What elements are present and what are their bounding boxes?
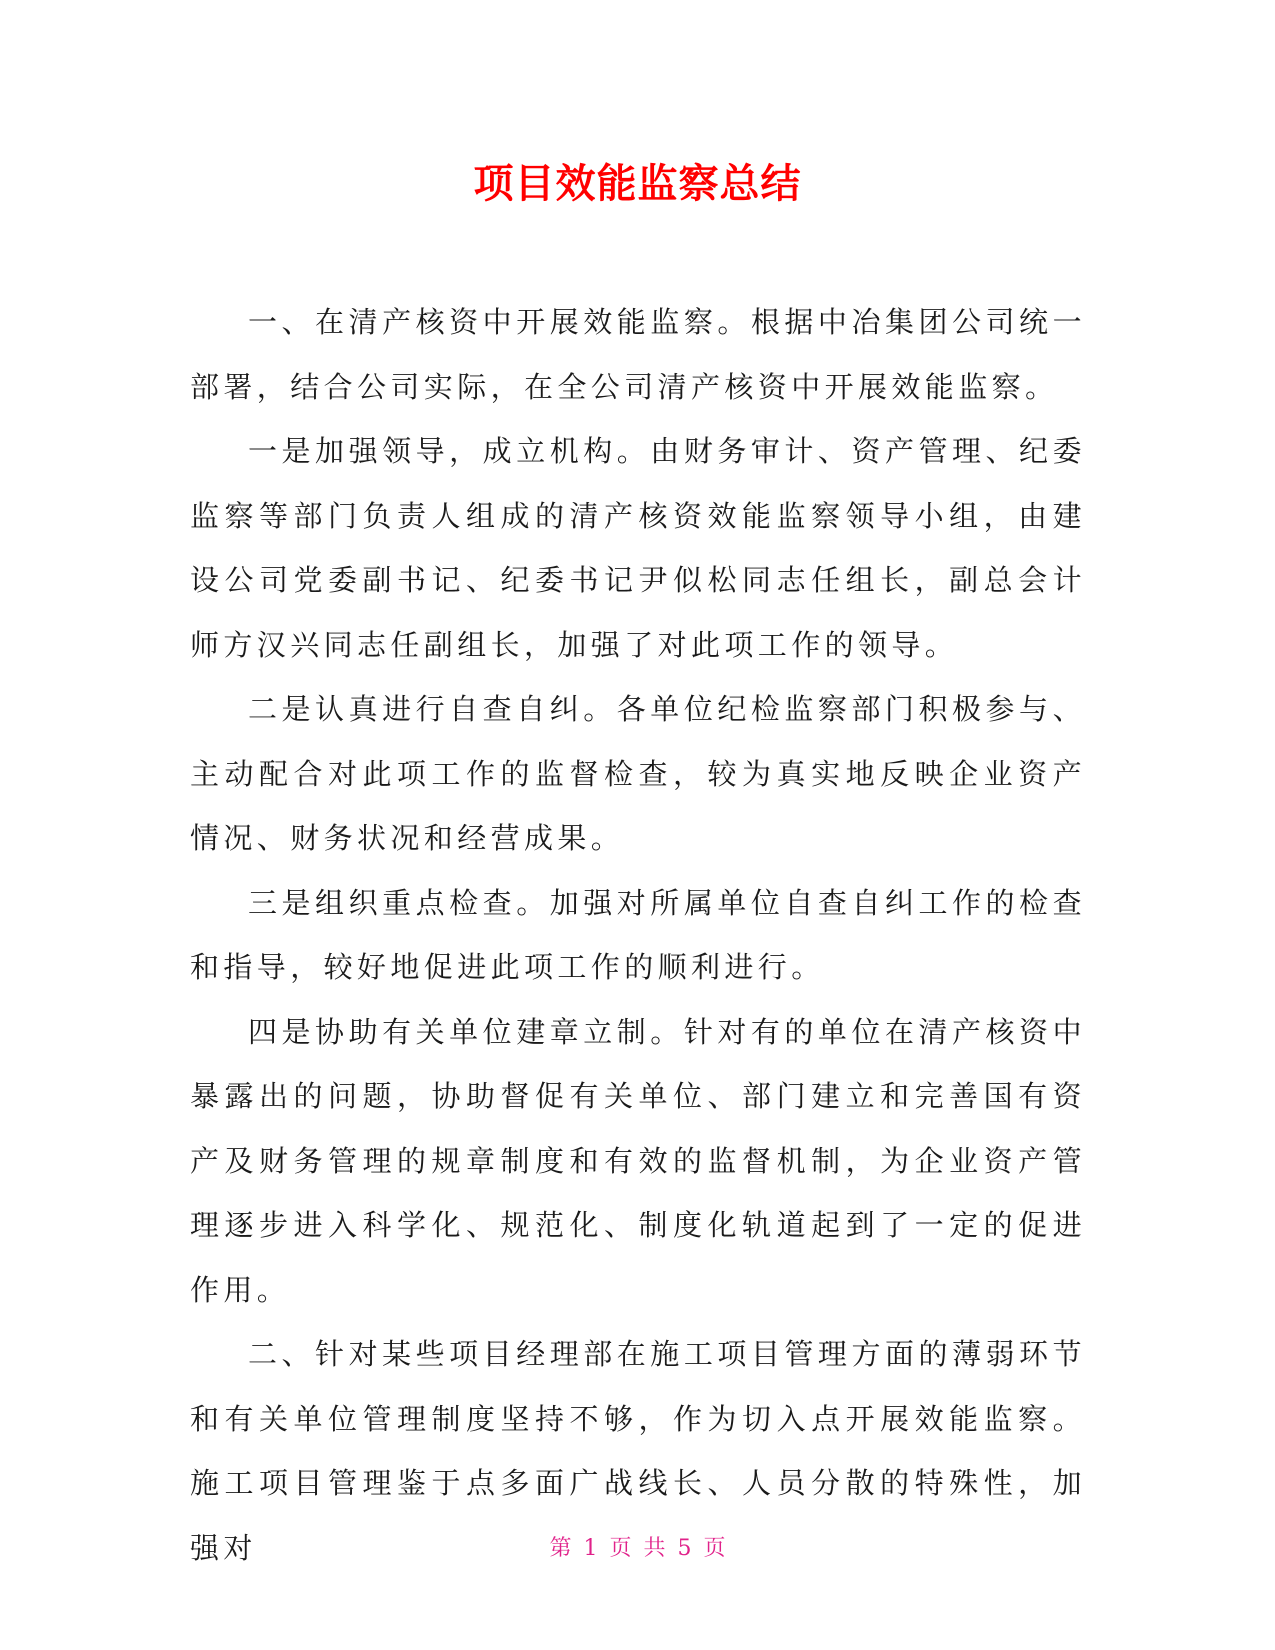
document-body [190, 290, 1086, 1580]
document-title: 项目效能监察总结 [473, 161, 802, 207]
paragraph: 二、针对某些项目经理部在施工项目管理方面的薄弱环节和有关单位管理制度坚持不够，作为切入点开展效能监察。施工项目管理鉴于点多面广战线长、人员分散的特殊性，加强对 [190, 1337, 1086, 1565]
paragraph: 二是认真进行自查自纠。各单位纪检监察部门积极参与、主动配合对此项工作的监督检查，较为真实地反映企业资产情况、财务状况和经营成果。 [190, 692, 1086, 855]
paragraph: 一是加强领导，成立机构。由财务审计、资产管理、纪委监察等部门负责人组成的清产核资效能监察领导小组，由建设公司党委副书记、纪委书记尹似松同志任组长，副总会计师方汉兴同志任副组长，加强了对此项工作的领导。 [190, 434, 1086, 662]
paragraph: 四是协助有关单位建章立制。针对有的单位在清产核资中暴露出的问题，协助督促有关单位、部门建立和完善国有资产及财务管理的规章制度和有效的监督机制，为企业资产管理逐步进入科学化、规范化、制度化轨道起到了一定的促进作用。 [190, 1014, 1086, 1307]
page-footer [0, 1534, 1275, 1564]
footer-page-word: 页 [609, 1536, 632, 1561]
footer-total-pages: 5 [677, 1536, 692, 1561]
footer-total-prefix: 共 [643, 1536, 666, 1561]
footer-prefix: 第 [549, 1536, 572, 1561]
paragraph: 三是组织重点检查。加强对所属单位自查自纠工作的检查和指导，较好地促进此项工作的顺利进行。 [190, 885, 1086, 984]
paragraph: 一、在清产核资中开展效能监察。根据中冶集团公司统一部署，结合公司实际，在全公司清产核资中开展效能监察。 [190, 305, 1086, 404]
footer-current-page: 1 [583, 1536, 598, 1561]
footer-total-suffix: 页 [703, 1536, 726, 1561]
